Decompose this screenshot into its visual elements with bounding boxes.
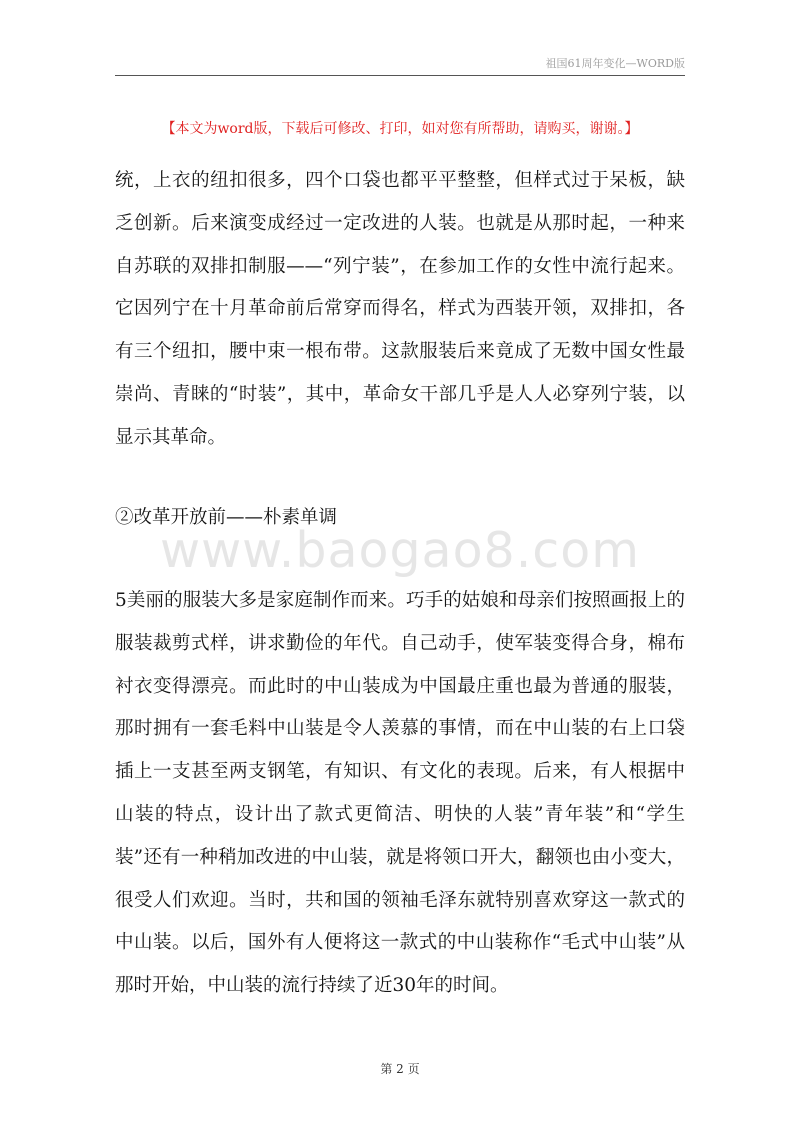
body-paragraph-2: 5美丽的服装大多是家庭制作而来。巧手的姑娘和母亲们按照画报上的服装裁剪式样，讲求勤俭的年代。自己动手，使军装变得合身，棉布衬衣变得漂亮。而此时的中山装成为中国最庄重也最为普通的服装，那时拥有一套毛料中山装是令人羡慕的事情，而在中山装的右上口袋插上一支甚至两支钢笔，有知识、有文化的表现。后来，有人根据中山装的特点，设计出了款式更简洁、明快的人装”青年装”和“学生装”还有一种稍加改进的中山装，就是将领口开大，翻领也由小变大，很受人们欢迎。当时，共和国的领袖毛泽东就特别喜欢穿这一款式的中山装。以后，国外有人便将这一款式的中山装称作“毛式中山装”从那时开始，中山装的流行持续了近30年的时间。 <box>115 590 685 997</box>
download-notice: 【本文为word版，下载后可修改、打印，如对您有所帮助，请购买，谢谢。】 <box>161 121 639 137</box>
page-number: 第 2 页 <box>380 1062 420 1076</box>
body-paragraph-1: 统，上衣的纽扣很多，四个口袋也都平平整整，但样式过于呆板，缺乏创新。后来演变成经过一定改进的人装。也就是从那时起，一种来自苏联的双排扣制服——“列宁装”，在参加工作的女性中流行起来。它因列宁在十月革命前后常穿而得名，样式为西装开领，双排扣，各有三个纽扣，腰中束一根布带。这款服装后来竟成了无数中国女性最崇尚、青睐的“时装”，其中，革命女干部几乎是人人必穿列宁装，以显示其革命。 <box>115 170 685 448</box>
header-divider <box>115 75 685 76</box>
watermark-text: www.baogao8.com <box>160 522 640 579</box>
page-header-title: 祖国61周年变化—WORD版 <box>545 57 685 70</box>
section-heading: ②改革开放前——朴素单调 <box>115 507 338 528</box>
